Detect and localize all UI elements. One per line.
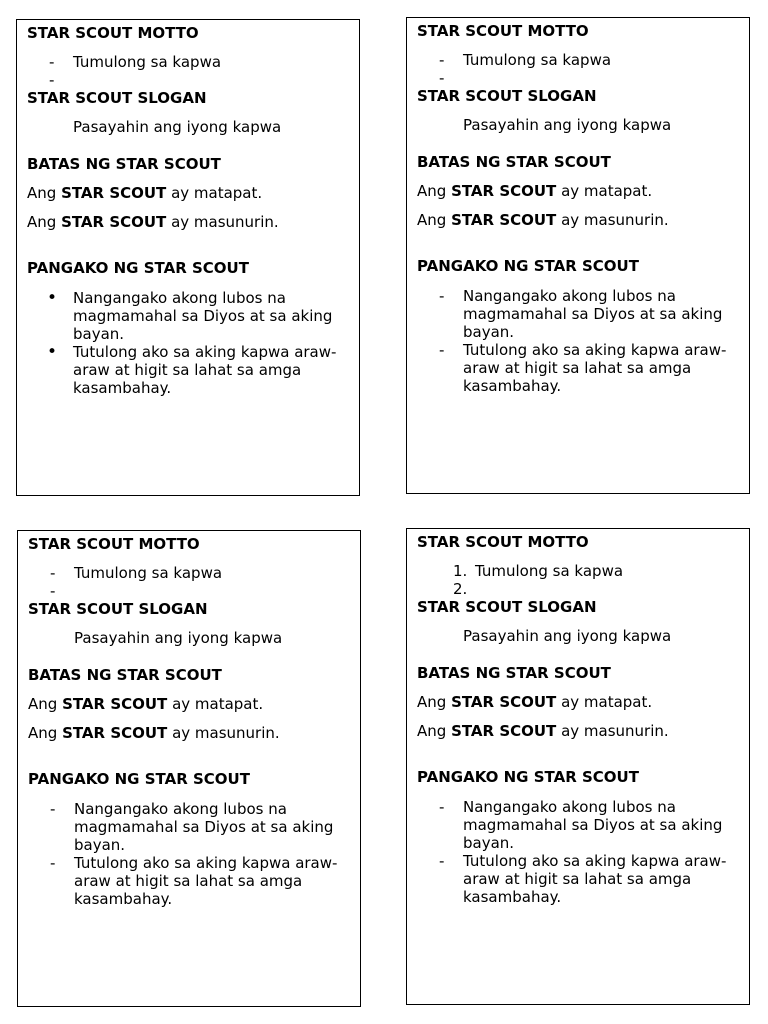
list-marker: - [50, 800, 56, 818]
motto-heading: STAR SCOUT MOTTO [27, 24, 199, 42]
list-marker: - [439, 852, 445, 870]
list-marker: - [49, 53, 55, 71]
promise-heading: PANGAKO NG STAR SCOUT [417, 257, 639, 275]
motto-item-text: Tumulong sa kapwa [475, 562, 624, 580]
motto-heading: STAR SCOUT MOTTO [28, 535, 200, 553]
motto-item-text: Tumulong sa kapwa [74, 564, 223, 582]
promise-heading: PANGAKO NG STAR SCOUT [417, 768, 639, 786]
law-line: Ang STAR SCOUT ay matapat. [28, 695, 264, 713]
slogan-heading: STAR SCOUT SLOGAN [28, 600, 208, 618]
motto-list [27, 53, 353, 89]
card-top-right [406, 17, 750, 494]
motto-list [417, 562, 743, 598]
motto-item-text: Tumulong sa kapwa [463, 51, 612, 69]
promise-list [28, 800, 354, 908]
list-item [28, 564, 354, 582]
promise-heading: PANGAKO NG STAR SCOUT [28, 770, 250, 788]
list-item [27, 289, 353, 343]
law-bold-text: STAR SCOUT [61, 184, 167, 202]
motto-heading: STAR SCOUT MOTTO [417, 533, 589, 551]
list-marker: - [50, 582, 56, 600]
slogan-heading: STAR SCOUT SLOGAN [417, 598, 597, 616]
promise-item-text: Nangangako akong lubos na magmamahal sa Diyos at sa aking bayan. [73, 289, 333, 343]
slogan-text: Pasayahin ang iyong kapwa [74, 629, 283, 647]
card-top-left [16, 19, 360, 496]
list-marker: - [439, 51, 445, 69]
list-item [417, 798, 743, 852]
list-marker: - [439, 798, 445, 816]
promise-item-text: Nangangako akong lubos na magmamahal sa Diyos at sa aking bayan. [463, 287, 723, 341]
list-marker: - [439, 341, 445, 359]
law-bold-text: STAR SCOUT [62, 695, 168, 713]
list-marker: • [47, 288, 58, 308]
laws-heading: BATAS NG STAR SCOUT [417, 153, 611, 171]
list-marker: 2. [453, 580, 468, 598]
law-bold-text: STAR SCOUT [451, 211, 557, 229]
law-line: Ang STAR SCOUT ay matapat. [417, 693, 653, 711]
list-item [417, 51, 743, 69]
promise-heading: PANGAKO NG STAR SCOUT [27, 259, 249, 277]
law-line: Ang STAR SCOUT ay matapat. [417, 182, 653, 200]
motto-list [417, 51, 743, 87]
card-bottom-left [17, 530, 361, 1007]
list-item [417, 341, 743, 395]
list-item [417, 562, 743, 580]
law-bold-text: STAR SCOUT [451, 722, 557, 740]
list-item [27, 343, 353, 397]
list-item [27, 53, 353, 71]
slogan-text: Pasayahin ang iyong kapwa [463, 627, 672, 645]
slogan-text: Pasayahin ang iyong kapwa [73, 118, 282, 136]
law-bold-text: STAR SCOUT [451, 693, 557, 711]
promise-item-text: Tutulong ako sa aking kapwa araw-araw at higit sa lahat sa amga kasambahay. [463, 341, 727, 395]
card-bottom-right [406, 528, 750, 1005]
law-line: Ang STAR SCOUT ay matapat. [27, 184, 263, 202]
promise-list [417, 287, 743, 395]
card-content [28, 535, 354, 908]
slogan-text: Pasayahin ang iyong kapwa [463, 116, 672, 134]
card-content [417, 22, 743, 395]
motto-heading: STAR SCOUT MOTTO [417, 22, 589, 40]
card-content [27, 24, 353, 397]
list-item [28, 800, 354, 854]
promise-item-text: Nangangako akong lubos na magmamahal sa Diyos at sa aking bayan. [74, 800, 334, 854]
laws-heading: BATAS NG STAR SCOUT [28, 666, 222, 684]
slogan-heading: STAR SCOUT SLOGAN [27, 89, 207, 107]
promise-item-text: Tutulong ako sa aking kapwa araw-araw at higit sa lahat sa amga kasambahay. [74, 854, 338, 908]
list-item [28, 854, 354, 908]
list-item [417, 287, 743, 341]
list-marker: - [49, 71, 55, 89]
laws-heading: BATAS NG STAR SCOUT [27, 155, 221, 173]
list-marker: - [439, 287, 445, 305]
promise-item-text: Tutulong ako sa aking kapwa araw-araw at higit sa lahat sa amga kasambahay. [463, 852, 727, 906]
law-bold-text: STAR SCOUT [61, 213, 167, 231]
law-line: Ang STAR SCOUT ay masunurin. [417, 211, 669, 229]
promise-item-text: Tutulong ako sa aking kapwa araw-araw at higit sa lahat sa amga kasambahay. [73, 343, 337, 397]
law-line: Ang STAR SCOUT ay masunurin. [28, 724, 280, 742]
list-marker: • [47, 342, 58, 362]
promise-list [417, 798, 743, 906]
law-line: Ang STAR SCOUT ay masunurin. [417, 722, 669, 740]
list-marker: - [50, 564, 56, 582]
slogan-heading: STAR SCOUT SLOGAN [417, 87, 597, 105]
laws-heading: BATAS NG STAR SCOUT [417, 664, 611, 682]
promise-item-text: Nangangako akong lubos na magmamahal sa Diyos at sa aking bayan. [463, 798, 723, 852]
motto-item-text: Tumulong sa kapwa [73, 53, 222, 71]
law-bold-text: STAR SCOUT [451, 182, 557, 200]
list-item [417, 852, 743, 906]
law-line: Ang STAR SCOUT ay masunurin. [27, 213, 279, 231]
law-bold-text: STAR SCOUT [62, 724, 168, 742]
list-marker: 1. [453, 562, 468, 580]
card-content [417, 533, 743, 906]
promise-list [27, 289, 353, 397]
motto-list [28, 564, 354, 600]
list-marker: - [50, 854, 56, 872]
list-marker: - [439, 69, 445, 87]
